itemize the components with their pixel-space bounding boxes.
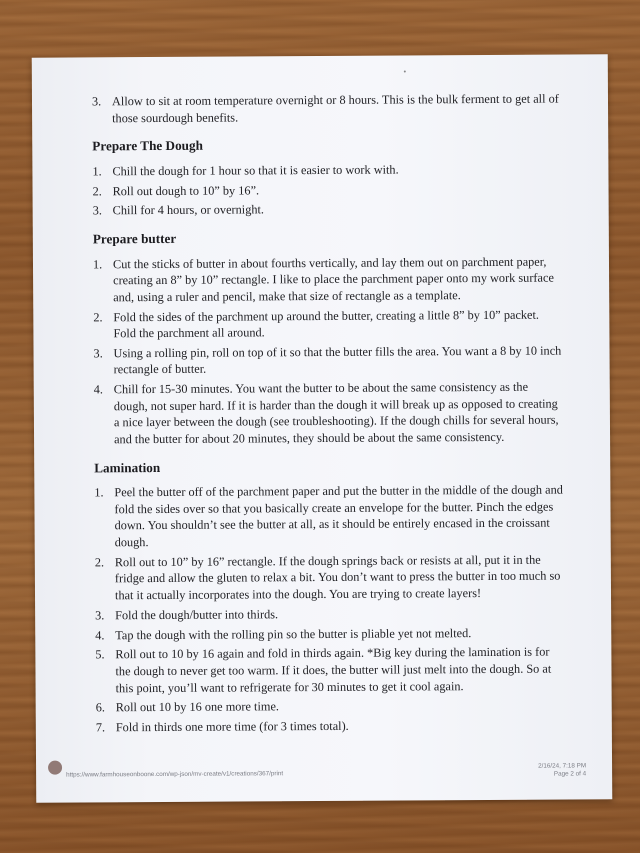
step-text: Peel the butter off of the parchment paper and put the butter in the middle of the dough and fold the sides over so that you basically create an envelope for the butter. Pinch the edges down. You shouldn’t see the butter at all, as it should be entirely encased in the croissant dough. (114, 482, 563, 550)
step-number: 3. (93, 346, 103, 361)
step-number: 4. (95, 627, 105, 642)
step-text: Fold the sides of the parchment up around the butter, creating a little 8” by 10” packet. Fold the parchment all around. (113, 307, 540, 341)
section-heading-prepare-dough: Prepare The Dough (92, 137, 203, 154)
step-text: Roll out to 10 by 16 again and fold in thirds again. *Big key during the lamination is for the dough to never get too warm. If it does, the butter will just melt into the dough. So at this point, you’ll want to refrigerate for 30 minutes to get it cool again. (115, 644, 552, 695)
step-number: 7. (95, 720, 106, 735)
step-number: 1. (92, 164, 102, 179)
list-item (95, 644, 565, 697)
list-item (94, 482, 564, 551)
prepare-dough-steps (92, 160, 562, 219)
list-item (95, 604, 565, 623)
step-number: 2. (94, 555, 105, 570)
step-text: Roll out to 10” by 16” rectangle. If the dough springs back or resists at all, put it in the fridge and allow the gluten to relax a bit. You don’t want to press the butter in too much so that it actually incorporates into the dough. You are trying to create layers! (114, 552, 561, 603)
step-number: 2. (92, 183, 102, 198)
step-number: 3. (95, 608, 105, 623)
list-item (96, 717, 566, 736)
step-text: Fold in thirds one more time (for 3 times total). (115, 718, 349, 735)
step-number: 3. (91, 94, 102, 109)
lamination-steps (94, 482, 566, 736)
step-number: 1. (92, 256, 103, 271)
step-text: Tap the dough with the rolling pin so the butter is pliable yet not melted. (115, 625, 472, 642)
recipe-instructions (92, 91, 566, 740)
step-number: 4. (93, 382, 104, 397)
step-number: 2. (93, 309, 103, 324)
step-text: Fold the dough/butter into thirds. (115, 607, 279, 623)
section-heading-prepare-butter: Prepare butter (92, 230, 177, 247)
ferment-step-list (92, 91, 562, 127)
step-text: Chill for 15-30 minutes. You want the butter to be about the same consistency as the dough, not super hard. If it is harder than the dough it will break up as opposed to creating a nice layer between the dough (see troubleshooting). If the dough chills for several hours, and the butter for about 20 minutes, they should be about the same consistency. (113, 379, 559, 447)
step-number: 1. (94, 485, 104, 500)
step-text: Using a rolling pin, roll on top of it so that the butter fills the area. You want a 8 by 10 inch rectangle of butter. (113, 343, 562, 377)
list-item (95, 624, 565, 643)
list-item (92, 91, 562, 127)
list-item (93, 306, 563, 342)
step-text: Chill for 4 hours, or overnight. (112, 202, 265, 218)
section-heading-lamination: Lamination (94, 459, 161, 476)
list-item (94, 379, 564, 448)
hole-punch-shadow (48, 761, 62, 775)
footer-url: https://www.farmhouseonboone.com/wp-json/mv-create/v1/creations/367/print (66, 770, 284, 779)
list-item (96, 697, 566, 716)
list-item (93, 200, 563, 219)
list-item (92, 160, 562, 179)
step-number: 5. (95, 647, 105, 662)
list-item (95, 551, 565, 604)
footer-datetime: 2/16/24, 7:18 PM (538, 762, 587, 770)
footer-page-number: Page 2 of 4 (553, 770, 587, 778)
step-text: Cut the sticks of butter in about fourths vertically, and lay them out on parchment paper, creating an 8” by 10” rectangle. I like to place the parchment paper onto my work surface and, using a ruler and pencil, make that size of rectangle as a template. (112, 254, 554, 304)
step-text: Roll out dough to 10” by 16”. (112, 182, 260, 198)
step-number: 6. (95, 700, 105, 715)
paper-spot (404, 70, 406, 72)
step-number: 3. (92, 203, 102, 218)
step-text: Chill the dough for 1 hour so that it is easier to work with. (112, 162, 399, 179)
prepare-butter-steps (93, 253, 564, 448)
list-item (92, 180, 562, 199)
footer-meta (538, 762, 586, 778)
list-item (93, 253, 563, 306)
printed-page (32, 54, 613, 803)
step-text: Allow to sit at room temperature overnight or 8 hours. This is the bulk ferment to get all of those sourdough benefits. (111, 91, 559, 125)
print-footer (66, 762, 587, 779)
step-text: Roll out 10 by 16 one more time. (115, 699, 280, 715)
list-item (93, 342, 563, 378)
